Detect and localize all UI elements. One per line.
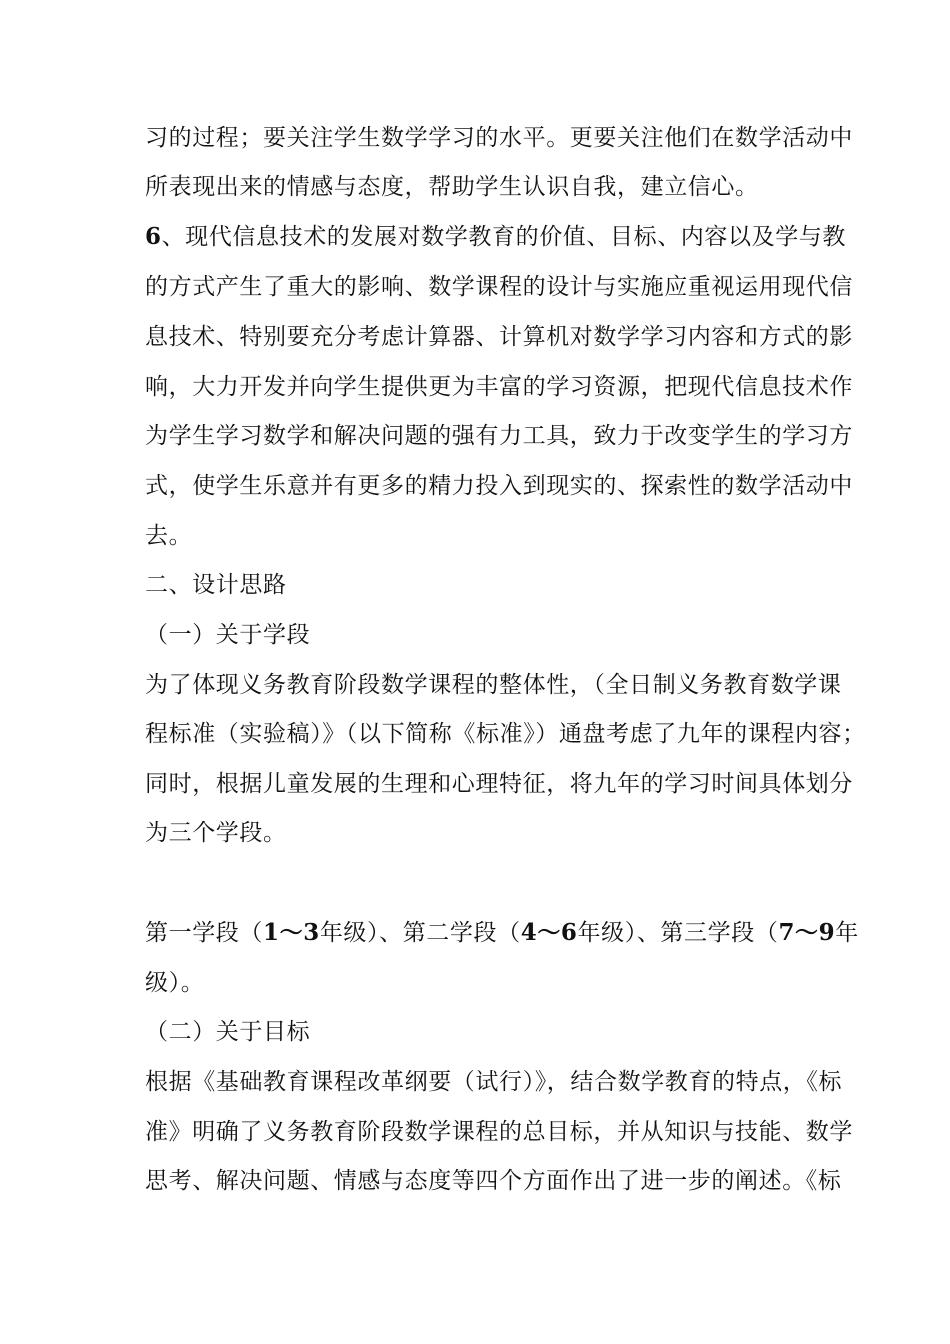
paragraph-line: 程标准（实验稿）》（以下简称《标准》）通盘考虑了九年的课程内容； xyxy=(145,721,866,747)
paragraph-line: 去。 xyxy=(145,523,193,549)
paragraph-line: 根据《基础教育课程改革纲要（试行）》，结合数学教育的特点，《标 xyxy=(145,1069,843,1095)
paragraph-line: 为了体现义务教育阶段数学课程的整体性，（全日制义务教育数学课 xyxy=(145,672,842,698)
paragraph-line: 思考、解决问题、情感与态度等四个方面作出了进一步的阐述。《标 xyxy=(145,1168,842,1194)
stage-text-1: 年级）、第二学段（ xyxy=(319,920,521,946)
stage-prefix: 第一学段（ xyxy=(145,920,263,946)
stage-range-3: 7～9 xyxy=(778,919,836,946)
paragraph-line: 息技术、特别要充分考虑计算器、计算机对数学学习内容和方式的影 xyxy=(145,324,853,350)
paragraph-line: 响，大力开发并向学生提供更为丰富的学习资源，把现代信息技术作 xyxy=(145,374,853,400)
section-heading: 二、设计思路 xyxy=(145,572,287,598)
paragraph-line: 准》明确了义务教育阶段数学课程的总目标，并从知识与技能、数学 xyxy=(145,1119,853,1145)
subsection-heading: （一）关于学段 xyxy=(145,622,311,648)
paragraph-line: 所表现出来的情感与态度，帮助学生认识自我，建立信心。 xyxy=(145,174,759,200)
item-number: 6 xyxy=(145,223,162,250)
stage-text-2: 年级）、第三学段（ xyxy=(577,920,779,946)
paragraph-line: 级）。 xyxy=(145,970,205,996)
paragraph-line: 的方式产生了重大的影响、数学课程的设计与实施应重视运用现代信 xyxy=(145,274,853,300)
stage-line xyxy=(145,918,859,948)
item-6-line xyxy=(145,222,847,252)
paragraph-line: 习的过程；要关注学生数学学习的水平。更要关注他们在数学活动中 xyxy=(145,125,853,151)
paragraph-line: 同时，根据儿童发展的生理和心理特征，将九年的学习时间具体划分 xyxy=(145,771,853,797)
item-text: 、现代信息技术的发展对数学教育的价值、目标、内容以及学与教 xyxy=(161,224,847,250)
paragraph-line: 为三个学段。 xyxy=(145,820,287,846)
paragraph-line: 式，使学生乐意并有更多的精力投入到现实的、探索性的数学活动中 xyxy=(145,473,853,499)
subsection-heading: （二）关于目标 xyxy=(145,1019,311,1045)
stage-range-1: 1～3 xyxy=(263,919,320,946)
stage-text-3: 年 xyxy=(835,920,859,946)
stage-range-2: 4～6 xyxy=(520,919,578,946)
paragraph-line: 为学生学习数学和解决问题的强有力工具，致力于改变学生的学习方 xyxy=(145,423,853,449)
